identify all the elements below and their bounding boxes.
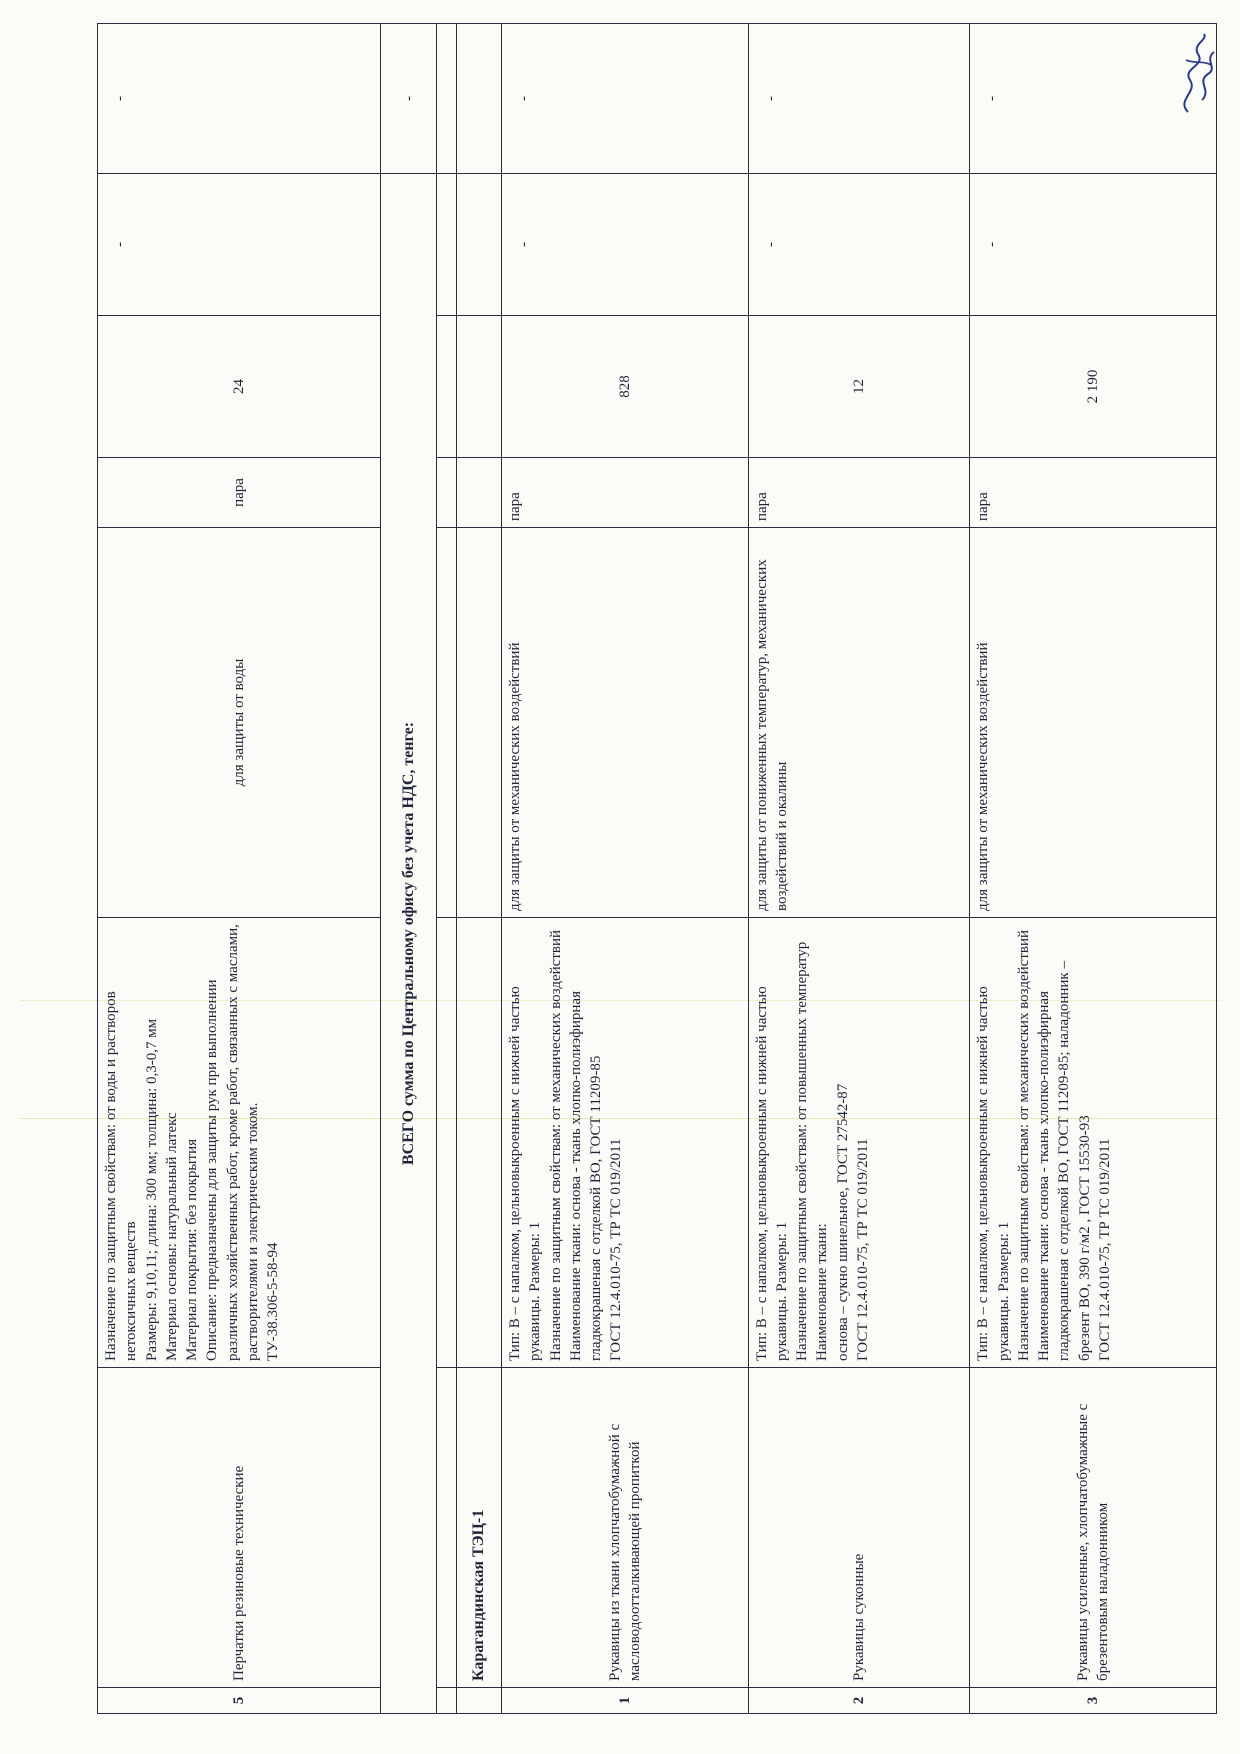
- spec-line: Наименование ткани: основа - ткань хлопко-полиэфирная гладкокрашеная с отделкой ВО, ГОСТ 11209-85; наладонник – брезент ВО, 390 г/м2 , ГОСТ 15530-93: [1036, 961, 1093, 1361]
- item-purpose: для защиты от механических воздействий: [502, 528, 748, 918]
- row-number: 5: [98, 1688, 381, 1714]
- spec-line: Материал покрытия: без покрытия: [184, 1139, 200, 1361]
- spec-line: Наименование ткани:: [814, 1223, 831, 1361]
- item-specification: [502, 918, 748, 1368]
- item-name: Рукавицы усиленные, хлопчатобумажные с брезентовым наладонником: [970, 1368, 1217, 1688]
- item-unit: пара: [748, 458, 970, 528]
- row-number: 2: [748, 1688, 970, 1714]
- item-quantity: 2 190: [970, 316, 1217, 458]
- spacer-row: [436, 24, 456, 1714]
- item-price: -: [970, 174, 1217, 316]
- item-purpose: для защиты от механических воздействий: [970, 528, 1217, 918]
- item-quantity: 12: [748, 316, 970, 458]
- item-unit: пара: [970, 458, 1217, 528]
- item-specification: [748, 918, 970, 1368]
- row-number: 3: [970, 1688, 1217, 1714]
- item-quantity: 828: [502, 316, 748, 458]
- item-price: -: [502, 174, 748, 316]
- item-price: -: [748, 174, 970, 316]
- item-specification: [98, 918, 381, 1368]
- spec-line: Назначение по защитным свойствам: от воды и растворов нетоксичных веществ: [103, 991, 140, 1361]
- spec-line: Назначение по защитным свойствам: от повышенных температур: [794, 941, 811, 1361]
- spec-line: ГОСТ 12.4.010-75, ТР ТС 019/2011: [854, 1138, 871, 1361]
- spec-line: Материал основы: натуральный латекс: [163, 1112, 180, 1361]
- spec-line: Наименование ткани: основа - ткань хлопко-полиэфирная гладкокрашеная с отделкой ВО, ГОСТ 11209-85: [567, 991, 605, 1361]
- spec-line: ГОСТ 12.4.010-75, ТР ТС 019/2011: [608, 1138, 625, 1361]
- section-header-row: [456, 24, 502, 1714]
- item-unit: пара: [98, 458, 381, 528]
- spec-line: ТУ-38.306-5-58-94: [265, 1242, 281, 1361]
- item-unit: пара: [502, 458, 748, 528]
- spec-line: Размеры: 9,10,11; длина: 300 мм; толщина: 0,3-0,7 мм: [143, 1018, 160, 1361]
- handwritten-signature: [1168, 30, 1226, 120]
- spec-line: Тип: В – с напалком, цельновыкроенным с нижней частью рукавицы. Размеры: 1: [753, 986, 790, 1361]
- spec-line: Назначение по защитным свойствам: от механических воздействий: [547, 929, 564, 1361]
- table-row: [970, 24, 1217, 1714]
- section-title: Карагандинская ТЭЦ-1: [456, 1368, 502, 1688]
- item-purpose: для защиты от воды: [98, 528, 381, 918]
- row-number: 1: [502, 1688, 748, 1714]
- total-label: ВСЕГО сумма по Центральному офису без учета НДС, тенге:: [381, 174, 436, 1714]
- table-row: [748, 24, 970, 1714]
- item-sum: -: [748, 24, 970, 174]
- spec-line: основа – сукно шинельное, ГОСТ 27542-87: [834, 1083, 851, 1361]
- spec-line: Тип: В – с напалком, цельновыкроенным с нижней частью рукавицы. Размеры: 1: [507, 986, 544, 1361]
- item-price: -: [98, 174, 381, 316]
- item-name: Рукавицы суконные: [748, 1368, 970, 1688]
- item-sum: -: [970, 24, 1217, 174]
- item-sum: -: [502, 24, 748, 174]
- spec-line: Тип: В – с напалком, цельновыкроенным с нижней частью рукавицы. Размеры: 1: [975, 986, 1012, 1361]
- item-name: Рукавицы из ткани хлопчатобумажной с масловодоотталкивающей пропиткой: [502, 1368, 748, 1688]
- table-row: [98, 24, 381, 1714]
- specification-table: [97, 23, 1217, 1714]
- item-quantity: 24: [98, 316, 381, 458]
- item-sum: -: [98, 24, 381, 174]
- table-row: [502, 24, 748, 1714]
- item-purpose: для защиты от пониженных температур, механических воздействий и окалины: [748, 528, 970, 918]
- total-row: [381, 24, 436, 1714]
- spec-line: Описание: предназначены для защиты рук при выполнении различных хозяйственных работ, кроме работ, связанных с маслами, растворителями и электрическим током.: [204, 924, 261, 1361]
- item-specification: [970, 918, 1217, 1368]
- total-value: -: [381, 24, 436, 174]
- spec-line: Назначение по защитным свойствам: от механических воздействий: [1015, 929, 1032, 1361]
- item-name: Перчатки резиновые технические: [98, 1368, 381, 1688]
- spec-line: ГОСТ 12.4.010-75, ТР ТС 019/2011: [1096, 1138, 1113, 1361]
